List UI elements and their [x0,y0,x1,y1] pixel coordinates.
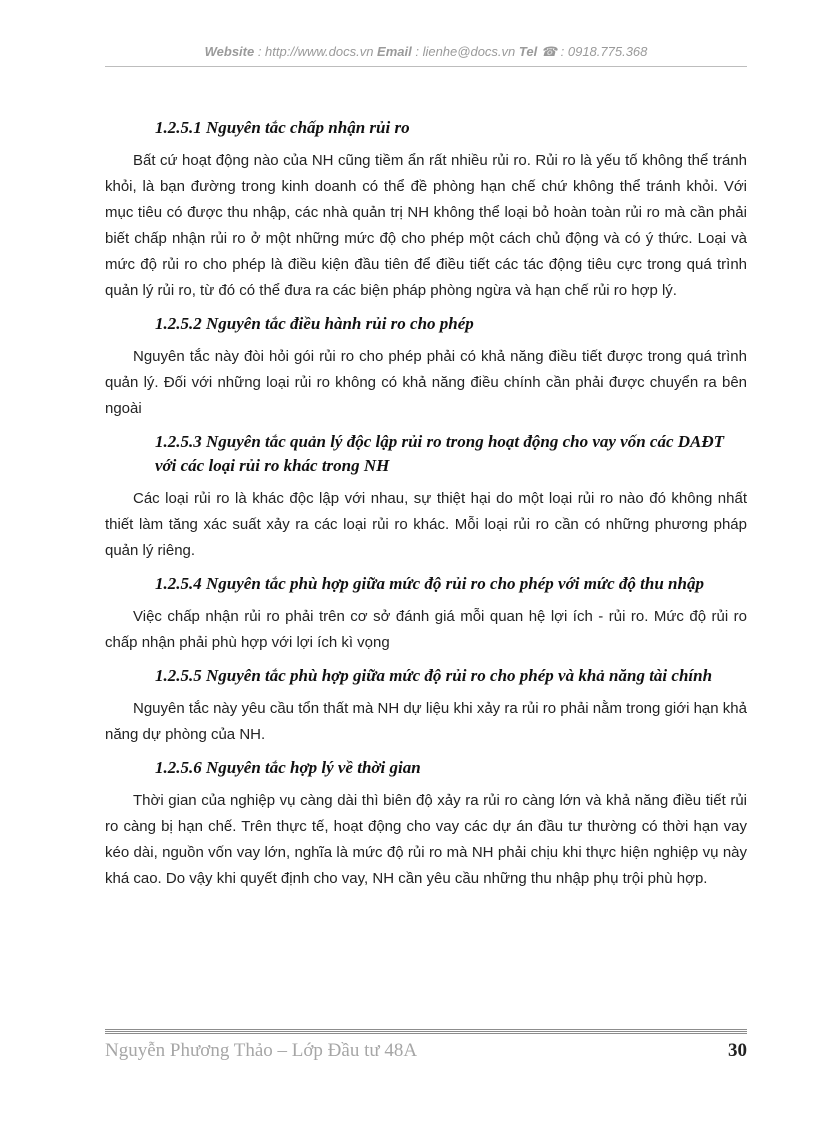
footer-author: Nguyễn Phương Thảo – Lớp Đầu tư 48A [105,1040,418,1061]
website-label: Website [204,44,255,59]
email-address[interactable]: : lienhe@docs.vn [411,44,519,59]
section-body: Nguyên tắc này đòi hỏi gói rủi ro cho phép phải có khả năng điều tiết được trong quá trình quản lý. Đối với những loại rủi ro không có khả năng điều chính cần phải được chuyển ra bên ngoài [105,348,747,417]
section-heading: 1.2.5.4 Nguyên tắc phù hợp giữa mức độ rủi ro cho phép với mức độ thu nhập [155,574,704,593]
email-label: Email [377,44,412,59]
section-body: Bất cứ hoạt động nào của NH cũng tiềm ẩn rất nhiều rủi ro. Rủi ro là yếu tố không thể tránh khỏi, là bạn đường trong kinh doanh có thể đề phòng hạn chế chứ không thể tránh khỏi. Với mục tiêu có được thu nhập, các nhà quản trị NH không thể loại bỏ hoàn toàn rủi ro mà cần phải biết chấp nhận rủi ro ở một những mức độ cho phép một cách chủ động và có ý thức. Loại và mức độ rủi ro cho phép là điều kiện đầu tiên để điều tiết các tác động tiêu cực trong quá trình quản lý rủi ro, từ đó có thể đưa ra các biện pháp phòng ngừa và hạn chế rủi ro hợp lý. [105,152,747,299]
page-header [105,44,747,60]
page-content [105,116,747,900]
page-number: 30 [728,1040,747,1061]
section-heading: 1.2.5.3 Nguyên tắc quản lý độc lập rủi ro trong hoạt động cho vay vốn các DAĐT với các loại rủi ro khác trong NH [155,432,725,475]
section-heading: 1.2.5.6 Nguyên tắc hợp lý về thời gian [155,758,421,777]
section-heading: 1.2.5.2 Nguyên tắc điều hành rủi ro cho phép [155,314,474,333]
tel-number: : 0918.775.368 [557,44,648,59]
website-url[interactable]: : http://www.docs.vn [254,44,378,59]
header-divider [105,66,747,67]
footer-divider [105,1029,747,1035]
section-heading: 1.2.5.1 Nguyên tắc chấp nhận rủi ro [155,118,410,137]
section-body: Việc chấp nhận rủi ro phải trên cơ sở đánh giá mỗi quan hệ lợi ích - rủi ro. Mức độ rủi ro chấp nhận phải phù hợp với lợi ích kì vọng [105,608,747,651]
section-body: Thời gian của nghiệp vụ càng dài thì biên độ xảy ra rủi ro càng lớn và khả năng điều tiết rủi ro càng bị hạn chế. Trên thực tế, hoạt động cho vay các dự án đầu tư thường có thời hạn vay kéo dài, nguồn vốn vay lớn, nghĩa là mức độ rủi ro mà NH phải chịu khi thực hiện nghiệp vụ này khá cao. Do vậy khi quyết định cho vay, NH cần yêu cầu những thu nhập phụ trội phù hợp. [105,792,747,887]
tel-label: Tel [518,44,538,59]
section-heading: 1.2.5.5 Nguyên tắc phù hợp giữa mức độ rủi ro cho phép và khả năng tài chính [155,666,713,685]
section-body: Nguyên tắc này yêu cầu tổn thất mà NH dự liệu khi xảy ra rủi ro phải nằm trong giới hạn khả năng dự phòng của NH. [105,700,747,743]
phone-icon: ☎ [540,44,558,59]
section-body: Các loại rủi ro là khác độc lập với nhau, sự thiệt hại do một loại rủi ro nào đó không nhất thiết làm tăng xác suất xảy ra các loại rủi ro khác. Mỗi loại rủi ro cần có những phương pháp quản lý riêng. [105,490,747,559]
